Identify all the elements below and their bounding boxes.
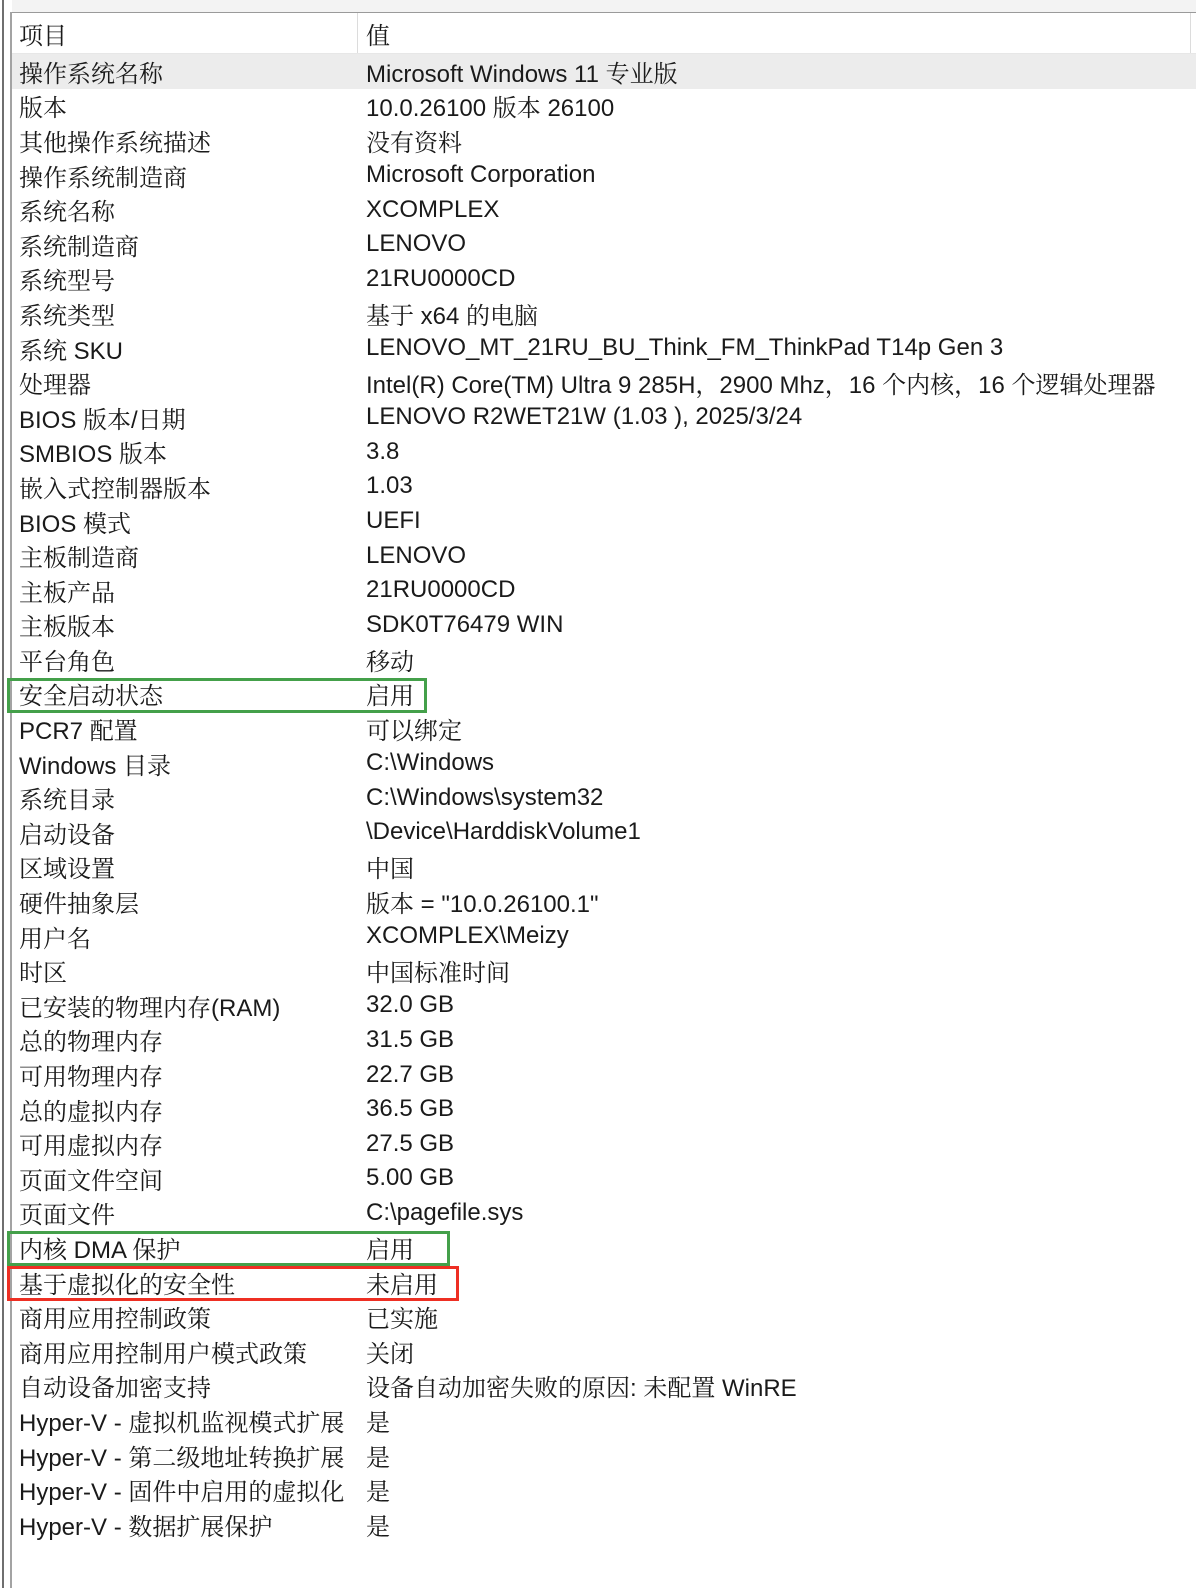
value-cell: 已实施 — [366, 1306, 438, 1334]
table-row[interactable] — [12, 1334, 1196, 1369]
value-cell: 3.8 — [366, 437, 400, 465]
table-row[interactable] — [12, 608, 1196, 643]
table-row[interactable] — [12, 54, 1196, 89]
value-cell: 设备自动加密失败的原因: 未配置 WinRE — [366, 1375, 797, 1403]
item-cell: Hyper-V - 固件中启用的虚拟化 — [19, 1479, 345, 1507]
table-row[interactable] — [12, 746, 1196, 781]
value-cell: 1.03 — [366, 472, 413, 500]
table-row[interactable] — [12, 1438, 1196, 1473]
value-cell: 移动 — [366, 648, 414, 676]
item-cell: 系统名称 — [19, 199, 115, 227]
item-cell: PCR7 配置 — [19, 718, 138, 746]
value-cell: 是 — [366, 1444, 390, 1472]
value-cell: LENOVO R2WET21W (1.03 ), 2025/3/24 — [366, 403, 803, 431]
value-cell: 启用 — [366, 1236, 414, 1264]
value-cell: 中国标准时间 — [366, 960, 510, 988]
item-cell: 系统 SKU — [19, 337, 124, 365]
value-cell: 是 — [366, 1409, 390, 1437]
value-cell: 是 — [366, 1479, 390, 1507]
value-cell: 关闭 — [366, 1340, 414, 1368]
table-row[interactable] — [12, 1161, 1196, 1196]
column-header-item-label: 项目 — [19, 22, 67, 50]
item-cell: 总的虚拟内存 — [19, 1098, 163, 1126]
column-header-value[interactable] — [358, 13, 1191, 53]
value-cell: C:\Windows\system32 — [366, 783, 604, 811]
item-cell: 内核 DMA 保护 — [19, 1236, 181, 1264]
value-cell: 未启用 — [366, 1271, 438, 1299]
item-cell: Hyper-V - 数据扩展保护 — [19, 1513, 273, 1541]
value-cell: 22.7 GB — [366, 1060, 455, 1088]
table-row[interactable] — [12, 884, 1196, 919]
table-row[interactable] — [12, 711, 1196, 746]
item-cell: 系统目录 — [19, 787, 115, 815]
item-cell: Windows 目录 — [19, 752, 172, 780]
value-cell: Microsoft Windows 11 专业版 — [366, 60, 678, 88]
value-cell: 版本 = "10.0.26100.1" — [366, 891, 599, 919]
value-cell: 10.0.26100 版本 26100 — [366, 95, 615, 123]
item-cell: SMBIOS 版本 — [19, 441, 168, 469]
column-header-value-label: 值 — [366, 22, 390, 50]
item-cell: 用户名 — [19, 925, 91, 953]
item-cell: 安全启动状态 — [19, 683, 163, 711]
table-row[interactable] — [12, 296, 1196, 331]
table-row[interactable] — [12, 1265, 1196, 1300]
item-cell: 基于虚拟化的安全性 — [19, 1271, 235, 1299]
table-row[interactable] — [12, 89, 1196, 124]
item-cell: 可用物理内存 — [19, 1064, 163, 1092]
value-cell: 可以绑定 — [366, 718, 462, 746]
table-row[interactable] — [12, 504, 1196, 539]
table-row[interactable] — [12, 1092, 1196, 1127]
value-cell: C:\pagefile.sys — [366, 1198, 524, 1226]
value-cell: C:\Windows — [366, 749, 495, 777]
value-cell: 31.5 GB — [366, 1025, 455, 1053]
table-row[interactable] — [12, 1403, 1196, 1438]
table-row[interactable] — [12, 262, 1196, 297]
value-cell: 启用 — [366, 683, 414, 711]
table-row[interactable] — [12, 331, 1196, 366]
item-cell: 硬件抽象层 — [19, 891, 139, 919]
item-cell: 处理器 — [19, 372, 91, 400]
value-cell: LENOVO — [366, 541, 467, 569]
table-row[interactable] — [12, 400, 1196, 435]
value-cell: 27.5 GB — [366, 1129, 455, 1157]
table-row[interactable] — [12, 1230, 1196, 1265]
value-cell: 基于 x64 的电脑 — [366, 302, 539, 330]
info-table-body — [12, 54, 1196, 1542]
item-cell: BIOS 版本/日期 — [19, 406, 186, 434]
value-cell: 5.00 GB — [366, 1164, 455, 1192]
item-cell: 主板产品 — [19, 579, 115, 607]
item-cell: 自动设备加密支持 — [19, 1375, 211, 1403]
table-row[interactable] — [12, 1369, 1196, 1404]
system-info-list — [12, 13, 1196, 1542]
value-cell: 没有资料 — [366, 129, 462, 157]
top-strip — [12, 0, 1196, 13]
table-row[interactable] — [12, 192, 1196, 227]
table-row[interactable] — [12, 365, 1196, 400]
table-row[interactable] — [12, 988, 1196, 1023]
table-row[interactable] — [12, 1057, 1196, 1092]
table-row[interactable] — [12, 780, 1196, 815]
item-cell: Hyper-V - 第二级地址转换扩展 — [19, 1444, 345, 1472]
value-cell: UEFI — [366, 507, 421, 535]
item-cell: 商用应用控制政策 — [19, 1306, 211, 1334]
value-cell: LENOVO_MT_21RU_BU_Think_FM_ThinkPad T14p Gen 3 — [366, 334, 1004, 362]
value-cell: LENOVO — [366, 230, 467, 258]
item-cell: 平台角色 — [19, 648, 115, 676]
value-cell: 中国 — [366, 856, 414, 884]
item-cell: 已安装的物理内存(RAM) — [19, 994, 281, 1022]
value-cell: 32.0 GB — [366, 991, 455, 1019]
item-cell: 启动设备 — [19, 821, 115, 849]
table-row[interactable] — [12, 469, 1196, 504]
item-cell: 其他操作系统描述 — [19, 129, 211, 157]
item-cell: 主板制造商 — [19, 545, 139, 573]
table-row[interactable] — [12, 123, 1196, 158]
item-cell: 页面文件空间 — [19, 1167, 163, 1195]
item-cell: Hyper-V - 虚拟机监视模式扩展 — [19, 1409, 345, 1437]
item-cell: 版本 — [19, 95, 67, 123]
table-row[interactable] — [12, 677, 1196, 712]
table-row[interactable] — [12, 953, 1196, 988]
list-header — [12, 13, 1196, 54]
value-cell: 是 — [366, 1513, 390, 1541]
table-row[interactable] — [12, 1196, 1196, 1231]
item-cell: 主板版本 — [19, 614, 115, 642]
value-cell: Microsoft Corporation — [366, 161, 596, 189]
value-cell: 21RU0000CD — [366, 264, 516, 292]
item-cell: 页面文件 — [19, 1202, 115, 1230]
value-cell: XCOMPLEX — [366, 195, 500, 223]
table-row[interactable] — [12, 1126, 1196, 1161]
item-cell: 商用应用控制用户模式政策 — [19, 1340, 307, 1368]
pane-splitter[interactable] — [2, 0, 4, 1588]
table-row[interactable] — [12, 573, 1196, 608]
item-cell: 系统制造商 — [19, 233, 139, 261]
table-row[interactable] — [12, 1507, 1196, 1542]
table-row[interactable] — [12, 815, 1196, 850]
item-cell: 系统型号 — [19, 268, 115, 296]
item-cell: 嵌入式控制器版本 — [19, 475, 211, 503]
table-row[interactable] — [12, 850, 1196, 885]
table-row[interactable] — [12, 227, 1196, 262]
table-row[interactable] — [12, 538, 1196, 573]
value-cell: 21RU0000CD — [366, 576, 516, 604]
column-header-item[interactable] — [12, 13, 358, 53]
item-cell: 操作系统名称 — [19, 60, 163, 88]
item-cell: 区域设置 — [19, 856, 115, 884]
item-cell: 时区 — [19, 960, 67, 988]
value-cell: SDK0T76479 WIN — [366, 610, 564, 638]
table-row[interactable] — [12, 919, 1196, 954]
item-cell: 总的物理内存 — [19, 1029, 163, 1057]
item-cell: 系统类型 — [19, 302, 115, 330]
value-cell: 36.5 GB — [366, 1095, 455, 1123]
value-cell: \Device\HarddiskVolume1 — [366, 818, 641, 846]
table-row[interactable] — [12, 1023, 1196, 1058]
item-cell: 操作系统制造商 — [19, 164, 187, 192]
table-row[interactable] — [12, 435, 1196, 470]
table-row[interactable] — [12, 1299, 1196, 1334]
table-row[interactable] — [12, 642, 1196, 677]
item-cell: BIOS 模式 — [19, 510, 132, 538]
table-row[interactable] — [12, 158, 1196, 193]
value-cell: Intel(R) Core(TM) Ultra 9 285H，2900 Mhz，16 个内核，16 个逻辑处理器 — [366, 372, 1156, 400]
table-row[interactable] — [12, 1472, 1196, 1507]
item-cell: 可用虚拟内存 — [19, 1133, 163, 1161]
value-cell: XCOMPLEX\Meizy — [366, 922, 569, 950]
